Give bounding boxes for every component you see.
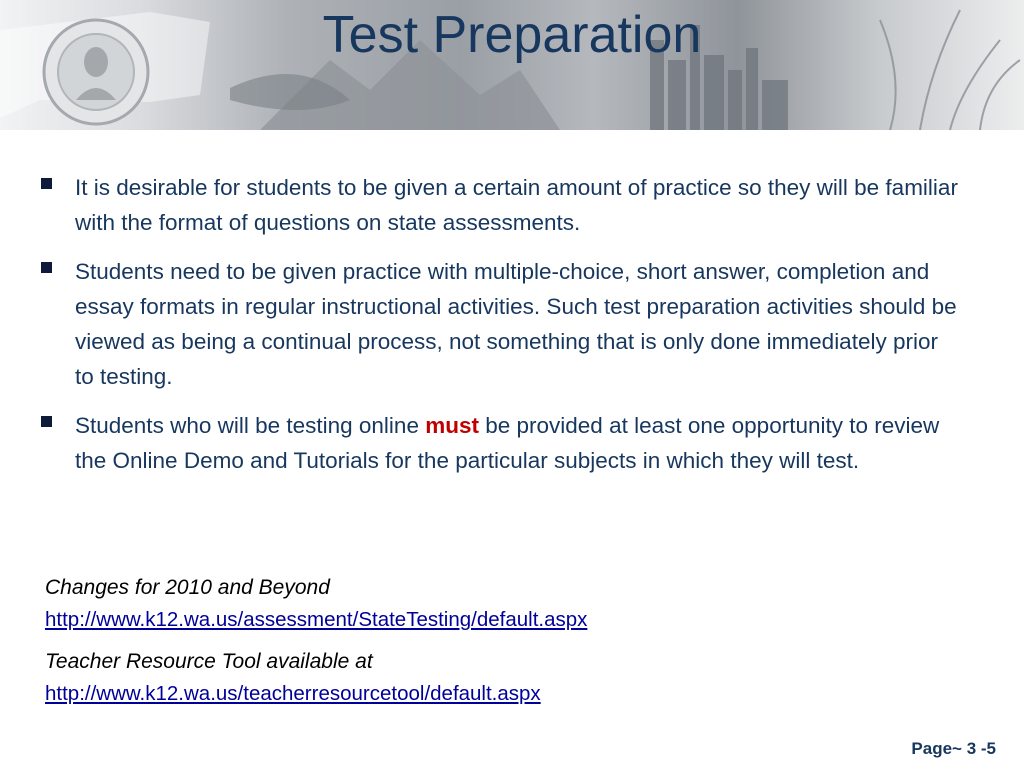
square-bullet-icon [41,178,52,189]
bullet-text: It is desirable for students to be given a certain amount of practice so they will be familiar with the format of questions on state assessments. [75,175,958,235]
bullet-list [38,170,958,492]
bullet-item [38,408,958,478]
slide-title: Test Preparation [322,6,702,64]
bullet-text: Students need to be given practice with multiple-choice, short answer, completion and essay formats in regular instructional activities. Such test preparation activities should be viewed as being a continual process, not something that is only done immediately prior to testing. [75,259,957,389]
square-bullet-icon [41,262,52,273]
square-bullet-icon [41,416,52,427]
bullet-text-after: be provided at least one opportunity to review the Online Demo and Tutorials for the particular subjects in which they will test. [75,413,940,473]
link-group [45,572,945,636]
link-caption: Changes for 2010 and Beyond [45,576,330,599]
page-number: Page~ 3 -5 [911,739,996,758]
bullet-text-before: Students who will be testing online [75,413,426,438]
link-caption: Teacher Resource Tool available at [45,650,373,673]
bullet-text [75,413,939,473]
bullet-item [38,170,958,240]
teacher-resource-link[interactable]: http://www.k12.wa.us/teacherresourcetool/default.aspx [45,682,541,705]
reference-links [45,572,945,720]
state-testing-link[interactable]: http://www.k12.wa.us/assessment/StateTesting/default.aspx [45,608,588,631]
bullet-item [38,254,958,394]
emphasis-word: must [425,413,479,438]
link-group [45,646,945,710]
